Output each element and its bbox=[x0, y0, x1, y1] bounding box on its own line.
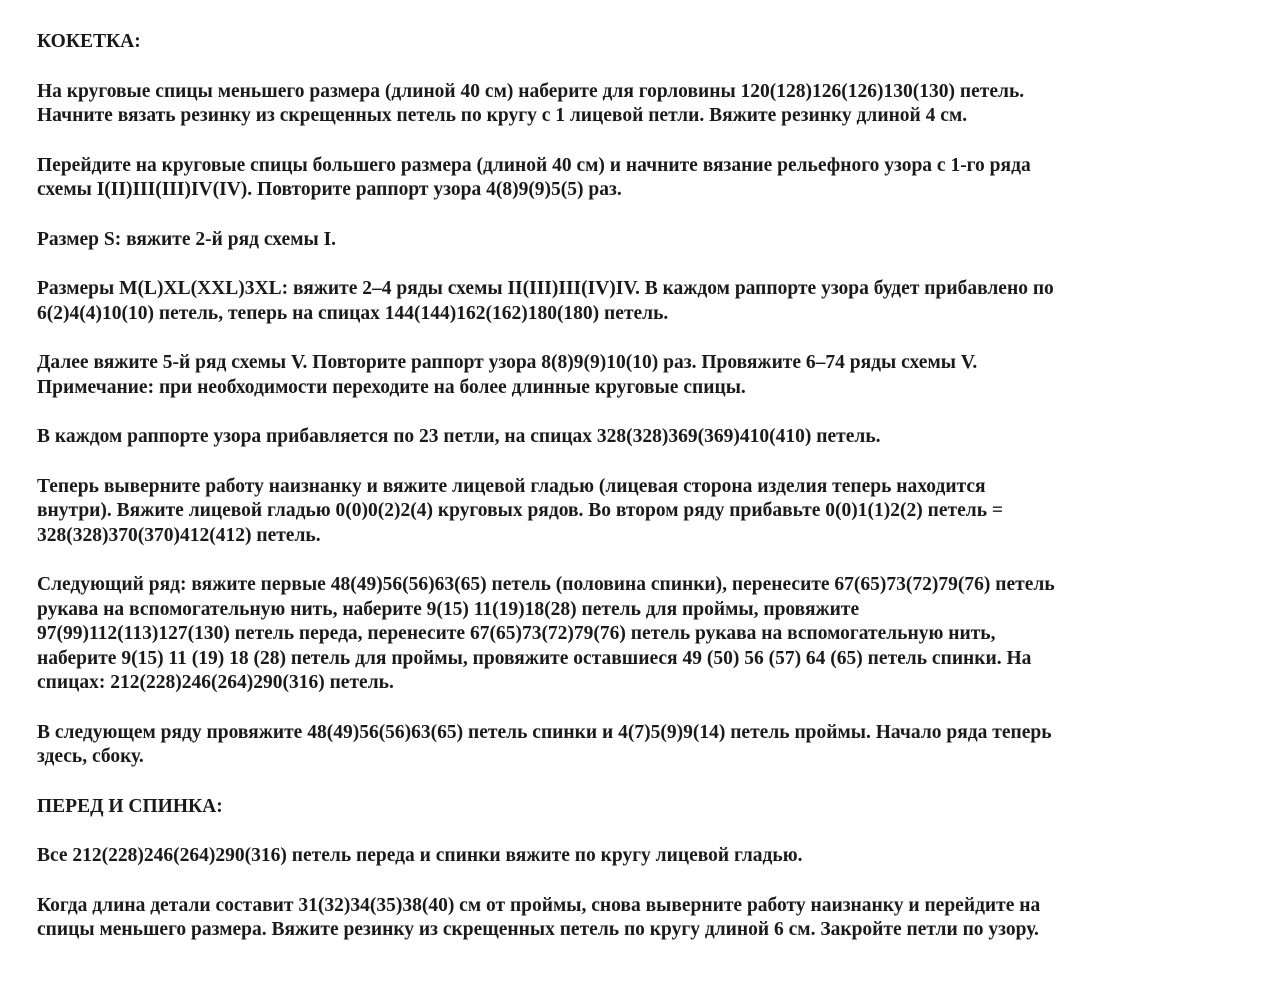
text-line: Размеры M(L)XL(XXL)3XL: вяжите 2–4 ряды схемы II(III)III(IV)IV. В каждом раппорте узора будет прибавлено по bbox=[37, 278, 1054, 299]
paragraph-following-row bbox=[37, 721, 1252, 770]
text-line: КОКЕТКА: bbox=[37, 31, 141, 52]
text-line: 6(2)4(4)10(10) петель, теперь на спицах 144(144)162(162)180(180) петель. bbox=[37, 302, 669, 324]
text-line: здесь, сбоку. bbox=[37, 746, 144, 767]
text-line: наберите 9(15) 11 (19) 18 (28) петель для проймы, провяжите оставшиеся 49 (50) 56 (57) 64 (65) петель спинки. На bbox=[37, 647, 1032, 669]
paragraph-next-row-separation bbox=[37, 573, 1252, 696]
text-line: Когда длина детали составит 31(32)34(35)38(40) см от проймы, снова выверните работу наизнанку и перейдите на bbox=[37, 894, 1041, 916]
paragraph-size-s bbox=[37, 228, 1252, 253]
paragraph-relief-pattern bbox=[37, 154, 1252, 203]
paragraph-turn-inside-out bbox=[37, 475, 1252, 549]
document-page bbox=[37, 30, 1252, 968]
text-line: Перейдите на круговые спицы большего размера (длиной 40 см) и начните вязание рельефного узора с 1-го ряда bbox=[37, 154, 1031, 176]
text-line: Теперь выверните работу наизнанку и вяжите лицевой гладью (лицевая сторона изделия теперь находится bbox=[37, 475, 986, 497]
paragraph-sizes-m-3xl bbox=[37, 277, 1252, 326]
paragraph-finishing bbox=[37, 894, 1252, 943]
text-line: Начните вязать резинку из скрещенных петель по кругу с 1 лицевой петли. Вяжите резинку длиной 4 см. bbox=[37, 105, 968, 126]
text-line: На круговые спицы меньшего размера (длиной 40 см) наберите для горловины 120(128)126(126)130(130) петель. bbox=[37, 80, 1025, 102]
text-line: 97(99)112(113)127(130) петель переда, перенесите 67(65)73(72)79(76) петель рукава на вспомогательную нить, bbox=[37, 623, 996, 644]
text-line: внутри). Вяжите лицевой гладью 0(0)0(2)2(4) круговых рядов. Во втором ряду прибавьте 0(0)1(1)2(2) петель = bbox=[37, 500, 1003, 521]
text-line: спицах: 212(228)246(264)290(316) петель. bbox=[37, 672, 394, 693]
text-line: схемы I(II)III(III)IV(IV). Повторите раппорт узора 4(8)9(9)5(5) раз. bbox=[37, 179, 622, 200]
text-line: Далее вяжите 5-й ряд схемы V. Повторите раппорт узора 8(8)9(9)10(10) раз. Провяжите 6–74 ряды схемы V. bbox=[37, 352, 978, 373]
text-line: Следующий ряд: вяжите первые 48(49)56(56)63(65) петель (половина спинки), перенесите 67(65)73(72)79(76) петель bbox=[37, 574, 1055, 595]
text-line: рукава на вспомогательную нить, наберите 9(15) 11(19)18(28) петель для проймы, провяжите bbox=[37, 598, 860, 620]
text-line: В каждом раппорте узора прибавляется по 23 петли, на спицах 328(328)369(369)410(410) петель. bbox=[37, 426, 881, 447]
text-line: Все 212(228)246(264)290(316) петель переда и спинки вяжите по кругу лицевой гладью. bbox=[37, 845, 803, 866]
paragraph-increase-count bbox=[37, 425, 1252, 450]
paragraph-cast-on bbox=[37, 80, 1252, 129]
paragraph-stockinette bbox=[37, 844, 1252, 869]
section-heading-front-back bbox=[37, 795, 1252, 820]
text-line: спицы меньшего размера. Вяжите резинку из скрещенных петель по кругу длиной 6 см. Закройте петли по узору. bbox=[37, 919, 1039, 940]
text-line: Примечание: при необходимости переходите на более длинные круговые спицы. bbox=[37, 376, 746, 398]
section-heading-yoke bbox=[37, 30, 1252, 55]
text-line: Размер S: вяжите 2-й ряд схемы I. bbox=[37, 228, 337, 250]
text-line: В следующем ряду провяжите 48(49)56(56)63(65) петель спинки и 4(7)5(9)9(14) петель проймы. Начало ряда теперь bbox=[37, 721, 1052, 743]
text-line: 328(328)370(370)412(412) петель. bbox=[37, 524, 321, 546]
paragraph-row-5 bbox=[37, 351, 1252, 400]
text-line: ПЕРЕД И СПИНКА: bbox=[37, 795, 223, 817]
